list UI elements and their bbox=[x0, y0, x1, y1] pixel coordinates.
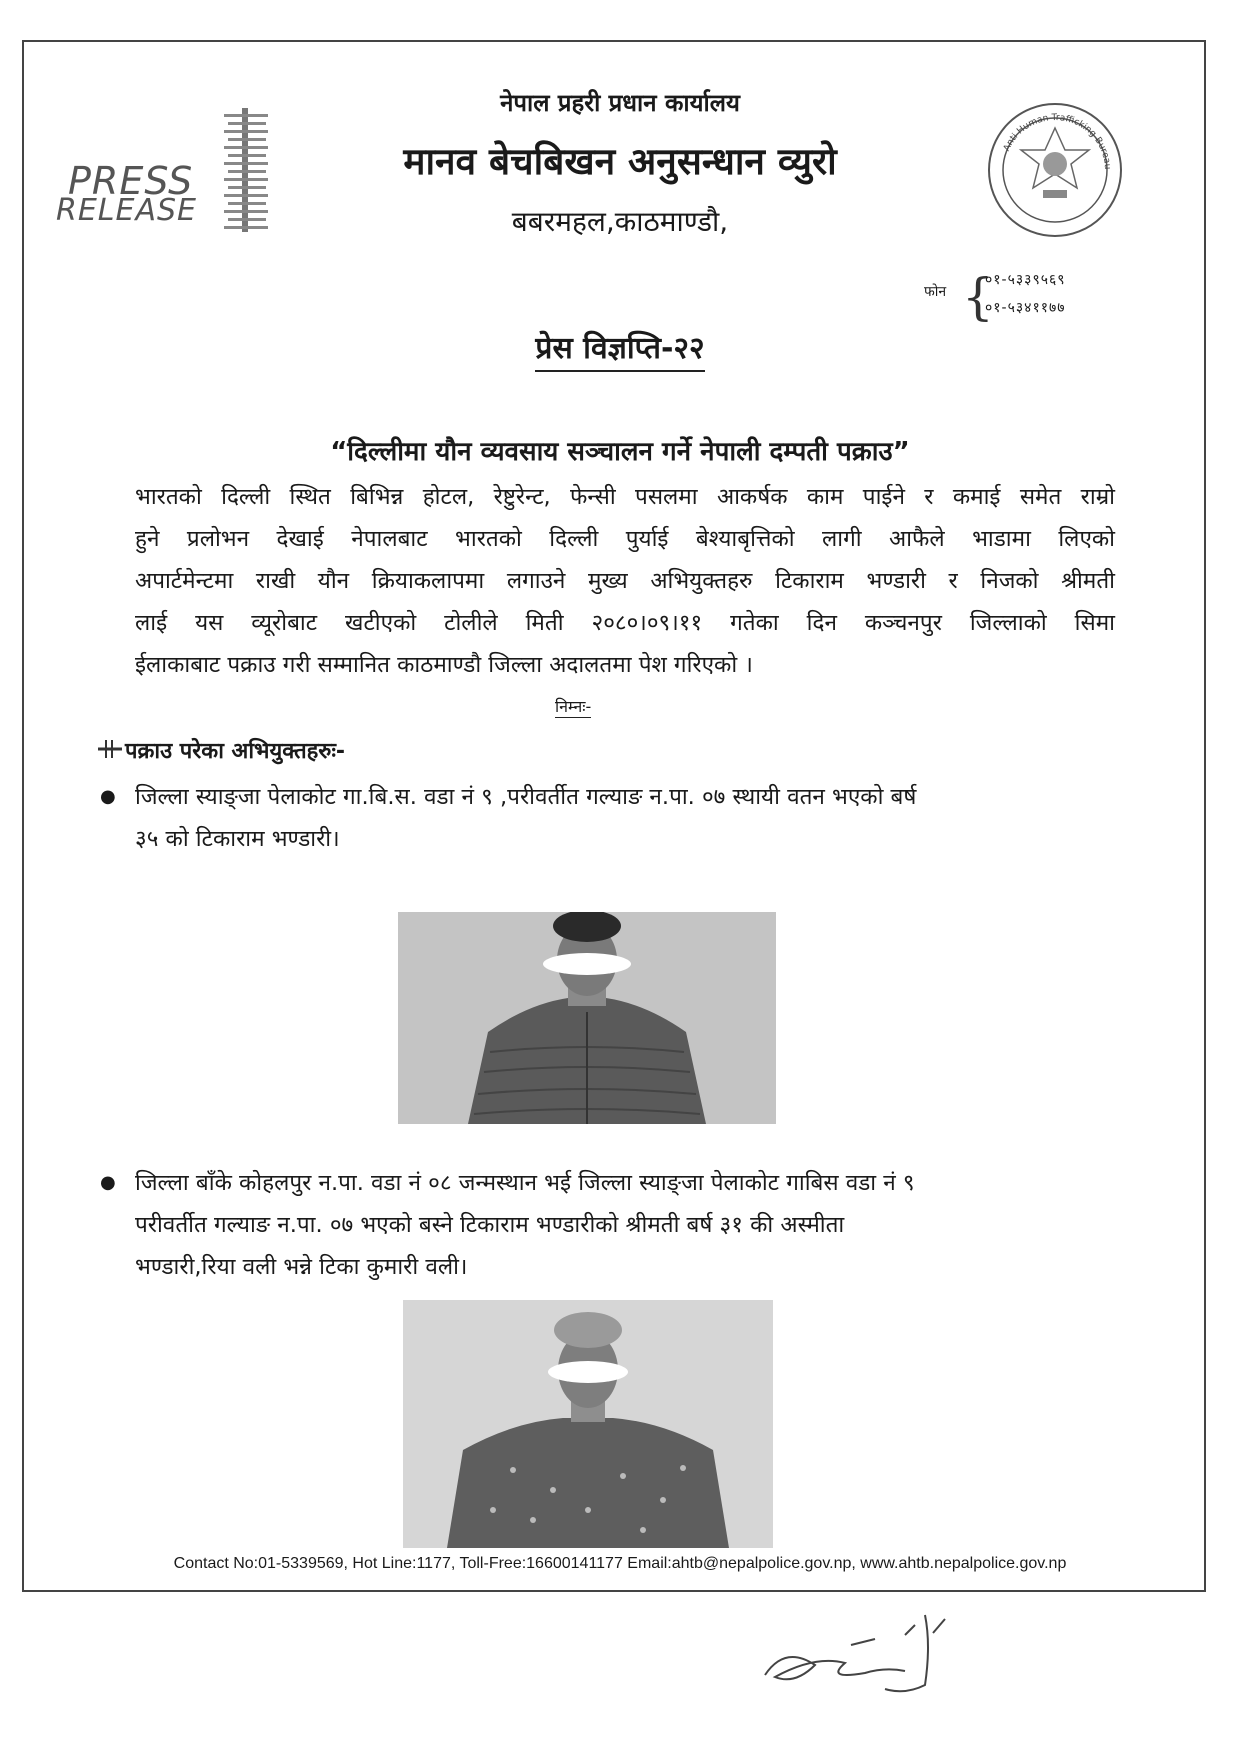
bullet-icon: ● bbox=[100, 786, 116, 807]
phone-brace: { bbox=[962, 268, 994, 326]
seal-text: Anti Human Trafficking Bureau bbox=[1002, 112, 1113, 170]
body-line: ईलाकाबाट पक्राउ गरी सम्मानित काठमाण्डौ जिल्ला अदालतमा पेश गरिएको । bbox=[135, 652, 753, 678]
accused-2-line: जिल्ला बाँके कोहलपुर न.पा. वडा नं ०८ जन्मस्थान भई जिल्ला स्याङ्जा पेलाकोट गाबिस वडा नं ९ bbox=[135, 1170, 915, 1196]
headline: “दिल्लीमा यौन व्यवसाय सञ्चालन गर्ने नेपाली दम्पती पक्राउ” bbox=[330, 437, 910, 467]
accused-2-line: परीवर्तीत गल्याङ न.पा. ०७ भएको बस्ने टिकाराम भण्डारीको श्रीमती बर्ष ३१ की अस्मीता bbox=[135, 1212, 845, 1238]
bureau-seal-logo bbox=[985, 100, 1125, 240]
bureau-address: बबरमहल,काठमाण्डौ, bbox=[511, 205, 729, 238]
phone-number: ०१-५३३९५६९ bbox=[985, 272, 1066, 288]
phone-label: फोन bbox=[924, 284, 947, 300]
bureau-name: मानव बेचबिखन अनुसन्धान व्युरो bbox=[403, 140, 837, 183]
accused-2-photo bbox=[403, 1300, 773, 1548]
accused-1-line: ३५ को टिकाराम भण्डारी। bbox=[135, 826, 340, 852]
signature bbox=[755, 1605, 995, 1705]
logo-press-text: PRESS bbox=[68, 159, 194, 203]
nimna-label: निम्नः- bbox=[555, 697, 592, 716]
body-line: हुने प्रलोभन देखाई नेपालबाट भारतको दिल्ली पुर्याई बेश्याबृत्तिको लागी आफैले भाडामा लिएको bbox=[135, 526, 1115, 552]
logo-release-text: RELEASE bbox=[56, 193, 197, 228]
phone-number: ०१-५३४११७७ bbox=[985, 300, 1066, 316]
org-name: नेपाल प्रहरी प्रधान कार्यालय bbox=[500, 89, 740, 117]
bullet-icon: ● bbox=[100, 1172, 116, 1193]
contact-info: Contact No:01-5339569, Hot Line:1177, Toll-Free:16600141177 Email:ahtb@nepalpolice.gov.np, www.ahtb.nepalpolice.gov.np bbox=[173, 1555, 1067, 1572]
accused-1-photo bbox=[398, 912, 776, 1124]
accused-2-line: भण्डारी,रिया वली भन्ने टिका कुमारी वली। bbox=[135, 1254, 468, 1280]
release-title-text: प्रेस विज्ञप्ति-२२ bbox=[535, 331, 704, 372]
body-line: अपार्टमेन्टमा राखी यौन क्रियाकलापमा लगाउने मुख्य अभियुक्तहरु टिकाराम भण्डारी र निजको श्रीमती bbox=[135, 568, 1115, 594]
accused-heading: पक्राउ परेका अभियुक्तहरुः- bbox=[125, 739, 346, 764]
release-title bbox=[0, 326, 1240, 367]
cross-mark-icon bbox=[96, 738, 124, 760]
body-line: लाई यस व्यूरोबाट खटीएको टोलीले मिती २०८०।०९।११ गतेका दिन कञ्चनपुर जिल्लाको सिमा bbox=[135, 610, 1115, 636]
accused-1-line: जिल्ला स्याङ्जा पेलाकोट गा.बि.स. वडा नं ९ ,परीवर्तीत गल्याङ न.पा. ०७ स्थायी वतन भएको बर्ष bbox=[135, 784, 917, 810]
body-line: भारतको दिल्ली स्थित बिभिन्न होटल, रेष्टुरेन्ट, फेन्सी पसलमा आकर्षक काम पाईने र कमाई समेत राम्रो bbox=[135, 484, 1115, 510]
